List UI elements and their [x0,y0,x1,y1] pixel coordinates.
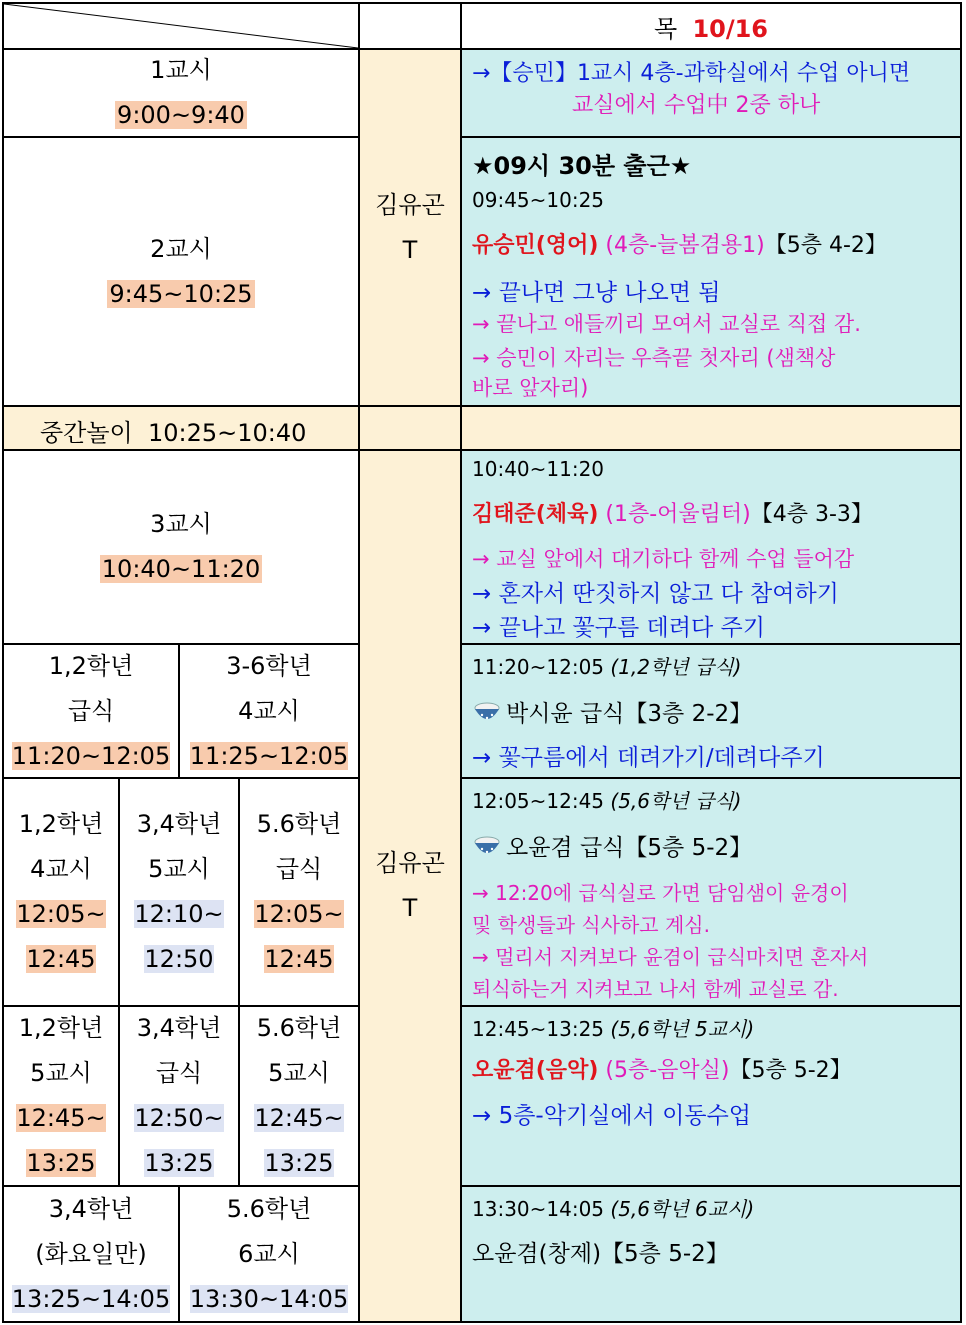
rowe-2-time: 13:30~14:05 [189,1284,349,1313]
r7-time: 13:30~14:05 [472,1197,605,1221]
r6-room: (5층-음악실) [605,1058,730,1083]
rowd-2-t2: 13:25 [144,1149,214,1177]
recess-right-cell [462,407,960,449]
r2-time: 09:45~10:25 [472,188,605,212]
rowe-col-1 [4,1187,178,1321]
rowc-1-t1: 12:05~ [16,900,106,928]
rowc-2-t1: 12:10~ [134,900,224,928]
r2-room: (4층-늘봄겸용1) [605,233,765,258]
r3-note-1: → 교실 앞에서 대기하다 함께 수업 들어감 [472,547,855,571]
r5-note-3: → 멀리서 지켜보다 윤겸이 급식마치면 혼자서 [472,945,869,969]
r5-time: 12:05~12:45 [472,789,605,813]
rowd-col-1 [4,1007,118,1185]
rowd-1-t1: 12:45~ [16,1104,106,1132]
lunch-a-label: 급식 [67,696,115,725]
r5-note: (5,6학년 급식) [610,789,742,813]
r7-main: 오윤겸(창제)【5층 5-2】 [472,1241,729,1267]
rowd-1-label: 5교시 [30,1059,92,1087]
r2-note-4: 바로 앞자리) [472,376,589,400]
rowe-1-grade: 3,4학년 [48,1194,134,1223]
teacher-suffix-2: T [402,894,418,922]
r4-note-1: → 꽃구름에서 데려가기/데려다주기 [472,745,825,771]
r1-line1: →【승민】1교시 4층-과학실에서 수업 아니면 [472,61,911,86]
period-3-name: 3교시 [150,510,212,538]
period-2-cell [4,138,358,405]
header-date: 10/16 [692,14,768,43]
r5-note-1: → 12:20에 급식실로 가면 담임샘이 윤경이 [472,881,849,905]
rowd-2-grade: 3,4학년 [136,1014,222,1042]
schedule-row-4 [462,645,960,777]
r2-subject: 유승민(영어) [472,233,599,258]
rowd-3-t1: 12:45~ [254,1104,344,1132]
r3-time: 10:40~11:20 [472,457,605,481]
period-1-name: 1교시 [150,56,212,84]
teacher-suffix: T [402,235,418,264]
rowd-col-3 [240,1007,358,1185]
r2-note-3: → 승민이 자리는 우측끝 첫자리 (샘책상 [472,346,836,370]
rowc-col-3 [240,779,358,1005]
r2-star: ★09시 30분 출근★ [472,152,692,180]
recess-teacher-cell [360,407,460,449]
r2-class: 【5층 4-2】 [764,233,887,258]
rowc-3-grade: 5.6학년 [256,810,342,838]
teacher-cell-2 [360,451,460,1321]
r5-note-2: 및 학생들과 식사하고 계심. [472,913,710,937]
rowc-col-2 [120,779,238,1005]
schedule-row-7 [462,1187,960,1321]
rowe-col-2 [180,1187,358,1321]
r6-note: (5,6학년 5교시) [610,1017,755,1041]
lunch-b-time: 11:25~12:05 [189,741,349,770]
rowd-1-grade: 1,2학년 [18,1014,104,1042]
schedule-row-6 [462,1007,960,1185]
rowc-1-grade: 1,2학년 [18,810,104,838]
lunch-b-grade: 3-6학년 [226,651,312,680]
r6-time: 12:45~13:25 [472,1017,605,1041]
header-teacher-cell [360,4,460,48]
header-corner-cell [4,4,358,48]
teacher-name: 김유곤 [375,190,445,219]
r2-note-2: → 끝나고 애들끼리 모여서 교실로 직접 감. [472,312,861,336]
r3-room: (1층-어울림터) [605,502,751,527]
rowc-3-t2: 12:45 [264,945,334,973]
schedule-row-5 [462,779,960,1005]
r5-main: 오윤겸 급식【5층 5-2】 [506,835,753,861]
rowd-1-t2: 13:25 [26,1149,96,1177]
rowc-2-grade: 3,4학년 [136,810,222,838]
schedule-row-2 [462,138,960,405]
rowe-1-label: (화요일만) [35,1239,147,1268]
r5-note-4: 퇴식하는거 지켜보고 나서 함께 교실로 감. [472,977,839,1001]
r4-note: (1,2학년 급식) [610,655,742,679]
rice-bowl-icon [472,699,502,731]
lunch-3-6-cell [180,645,358,777]
rowc-2-t2: 12:50 [144,945,214,973]
recess-cell [4,407,358,449]
rice-bowl-icon [472,833,502,865]
period-3-cell [4,451,358,643]
rowd-2-label: 급식 [155,1059,203,1087]
rowd-3-label: 5교시 [268,1059,330,1087]
rowd-3-grade: 5.6학년 [256,1014,342,1042]
period-2-name: 2교시 [150,234,212,263]
diagonal-line [4,4,358,48]
rowc-3-t1: 12:05~ [254,900,344,928]
r3-subject: 김태준(체육) [472,502,599,527]
lunch-b-label: 4교시 [238,696,300,725]
r4-time: 11:20~12:05 [472,655,605,679]
header-day-cell [462,4,960,48]
r6-note-1: → 5층-악기실에서 이동수업 [472,1103,752,1129]
rowd-2-t1: 12:50~ [134,1104,224,1132]
r2-note-1: → 끝나면 그냥 나오면 됨 [472,280,721,306]
teacher-cell-1 [360,50,460,405]
lunch-1-2-cell [4,645,178,777]
rowc-col-1 [4,779,118,1005]
r6-class: 【5층 5-2】 [729,1058,852,1083]
lunch-a-grade: 1,2학년 [48,651,134,680]
rowd-col-2 [120,1007,238,1185]
rowe-1-time: 13:25~14:05 [11,1284,171,1313]
schedule-row-3 [462,451,960,643]
r3-note-3: → 끝나고 꽃구름 데려다 주기 [472,615,765,641]
header-day: 목 [653,14,678,43]
r1-line2: 교실에서 수업中 2중 하나 [572,93,821,118]
rowc-1-label: 4교시 [30,855,92,883]
r3-note-2: → 혼자서 딴짓하지 않고 다 참여하기 [472,581,839,607]
rowe-2-grade: 5.6학년 [226,1194,312,1223]
recess-label: 중간놀이 10:25~10:40 [40,419,307,447]
schedule-row-1 [462,50,960,136]
rowe-2-label: 6교시 [238,1239,300,1268]
r3-class: 【4층 3-3】 [750,502,873,527]
rowd-3-t2: 13:25 [264,1149,334,1177]
rowc-2-label: 5교시 [148,855,210,883]
rowc-1-t2: 12:45 [26,945,96,973]
r7-note: (5,6학년 6교시) [610,1197,755,1221]
teacher-name-2: 김유곤 [375,849,445,877]
period-1-time: 9:00~9:40 [117,101,245,129]
period-1-cell [4,50,358,136]
r4-main: 박시윤 급식【3층 2-2】 [506,701,753,727]
lunch-a-time: 11:20~12:05 [11,741,171,770]
r6-subject: 오윤겸(음악) [472,1058,599,1083]
rowc-3-label: 급식 [275,855,323,883]
period-2-time: 9:45~10:25 [109,279,253,308]
period-3-time: 10:40~11:20 [101,555,261,583]
